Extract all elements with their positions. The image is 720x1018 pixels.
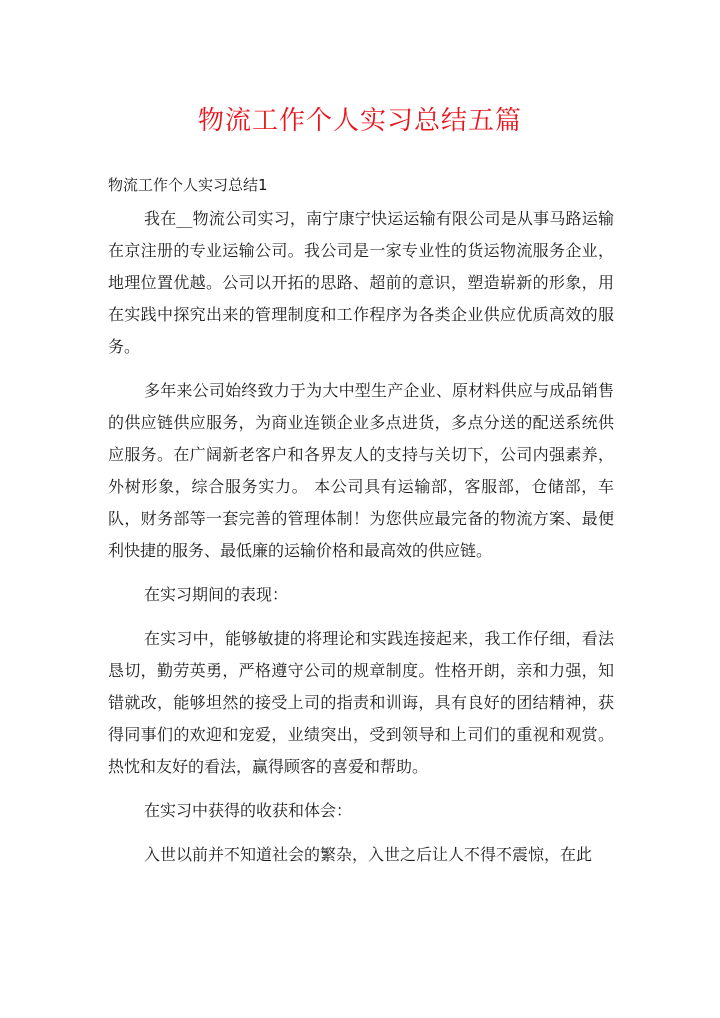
paragraph-performance-heading: 在实习期间的表现： — [144, 585, 289, 604]
document-body — [108, 203, 614, 883]
paragraph-gains: 入世以前并不知道社会的繁杂，入世之后让人不得不震惊，在此 — [144, 845, 593, 864]
paragraph-company-service: 多年来公司始终致力于为大中型生产企业、原材料供应与成品销售的供应链供应服务，为商业连锁企业多点进货，多点分送的配送系统供应服务。在广阔新老客户和各界友人的支持与关切下，公司内强素养，外树形象，综合服务实力。 本公司具有运输部，客服部，仓储部，车队，财务部等一套完善的管理体制！为您供应最完备的物流方案、最便利快捷的服务、最低廉的运输价格和最高效的供应链。 — [108, 381, 614, 560]
document-title: 物流工作个人实习总结五篇 — [197, 106, 522, 136]
paragraph-company-intro: 我在__物流公司实习，南宁康宁快运运输有限公司是从事马路运输在京注册的专业运输公司。我公司是一家专业性的货运物流服务企业，地理位置优越。公司以开拓的思路、超前的意识，塑造崭新的形象，用在实践中探究出来的管理制度和工作程序为各类企业供应优质高效的服务。 — [108, 209, 614, 356]
paragraph-performance: 在实习中，能够敏捷的将理论和实践连接起来，我工作仔细，看法恳切，勤劳英勇，严格遵守公司的规章制度。性格开朗，亲和力强，知错就改，能够坦然的接受上司的指责和训诲，具有良好的团结精神，获得同事们的欢迎和宠爱，业绩突出，受到领导和上司们的重视和观赏。热忱和友好的看法，赢得顾客的喜爱和帮助。 — [108, 629, 614, 776]
section-heading: 物流工作个人实习总结1 — [108, 176, 268, 194]
paragraph-gains-heading: 在实习中获得的收获和体会： — [144, 801, 353, 820]
